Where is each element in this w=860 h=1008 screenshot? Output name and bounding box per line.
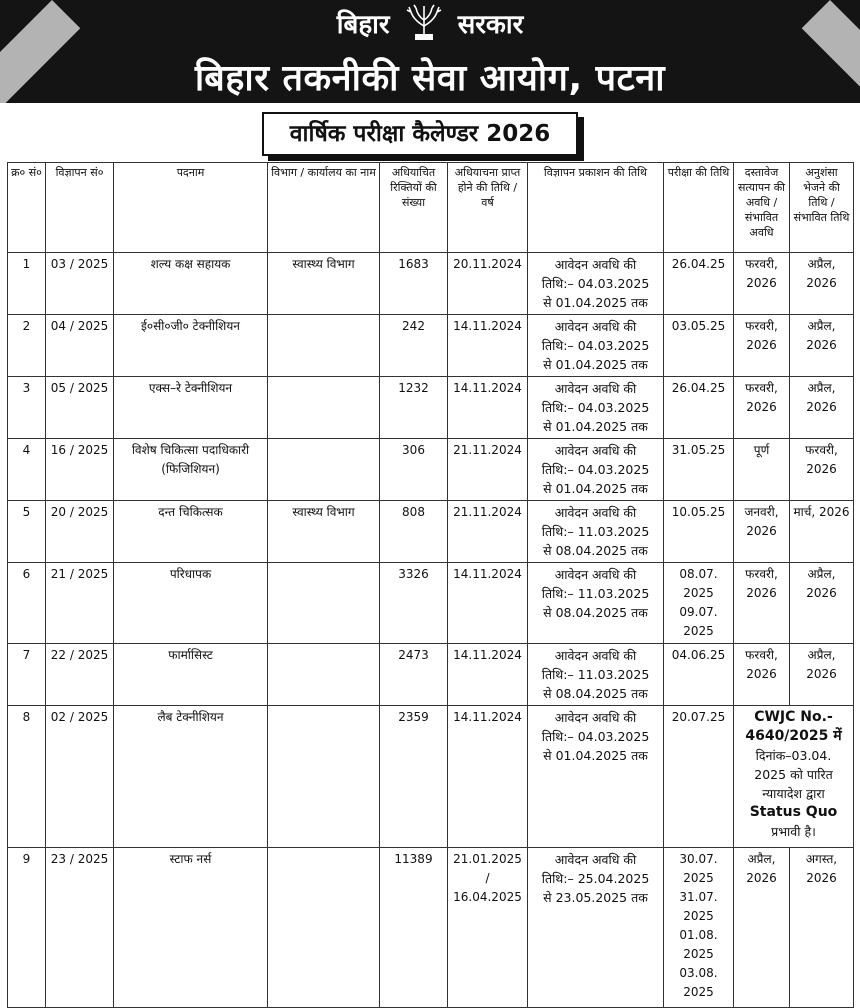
table-row	[8, 563, 854, 644]
serial-number: 6	[8, 563, 46, 644]
exam-date: 20.07.25	[664, 706, 734, 848]
bodhi-tree-emblem-icon	[403, 4, 445, 42]
vacancy-count: 1232	[380, 377, 448, 439]
serial-number: 2	[8, 315, 46, 377]
publication-date: आवेदन अवधि की तिथि:– 11.03.2025 से 08.04.2025 तक	[528, 563, 664, 644]
table-row	[8, 501, 854, 563]
header-banner	[0, 0, 860, 103]
publication-date: आवेदन अवधि की तिथि:– 04.03.2025 से 01.04.2025 तक	[528, 439, 664, 501]
serial-number: 9	[8, 848, 46, 1008]
post-name: लैब टेक्नीशियन	[114, 706, 268, 848]
publication-date: आवेदन अवधि की तिथि:– 11.03.2025 से 08.04.2025 तक	[528, 644, 664, 706]
post-name: विशेष चिकित्सा पदाधिकारी (फिजिशियन)	[114, 439, 268, 501]
requisition-date: 14.11.2024	[448, 644, 528, 706]
advertisement-number: 23 / 2025	[46, 848, 114, 1008]
calendar-title: वार्षिक परीक्षा कैलेण्डर 2026	[262, 112, 578, 156]
requisition-date: 21.11.2024	[448, 439, 528, 501]
requisition-date: 14.11.2024	[448, 563, 528, 644]
post-name: ई०सी०जी० टेक्नीशियन	[114, 315, 268, 377]
government-line	[0, 4, 860, 42]
serial-number: 5	[8, 501, 46, 563]
serial-number: 7	[8, 644, 46, 706]
serial-number: 4	[8, 439, 46, 501]
post-name: परिधापक	[114, 563, 268, 644]
table-row	[8, 644, 854, 706]
exam-date: 31.05.25	[664, 439, 734, 501]
vacancy-count: 3326	[380, 563, 448, 644]
recommendation-date: अप्रैल, 2026	[790, 377, 854, 439]
serial-number: 8	[8, 706, 46, 848]
department-name	[268, 377, 380, 439]
government-word: सरकार	[457, 10, 524, 40]
vacancy-count: 1683	[380, 253, 448, 315]
table-row	[8, 253, 854, 315]
column-header: अधियाचना प्राप्त होने की तिथि / वर्ष	[448, 163, 528, 253]
document-verification-period: फरवरी, 2026	[734, 315, 790, 377]
column-header: विज्ञापन प्रकाशन की तिथि	[528, 163, 664, 253]
recommendation-date: फरवरी, 2026	[790, 439, 854, 501]
requisition-date: 14.11.2024	[448, 706, 528, 848]
advertisement-number: 05 / 2025	[46, 377, 114, 439]
department-name	[268, 315, 380, 377]
court-status-note: CWJC No.- 4640/2025 में दिनांक–03.04. 2025 को पारित न्यायादेश द्वारा Status Quo प्रभावी है।	[734, 706, 854, 848]
table-row	[8, 377, 854, 439]
department-name	[268, 563, 380, 644]
publication-date: आवेदन अवधि की तिथि:– 04.03.2025 से 01.04.2025 तक	[528, 253, 664, 315]
requisition-date: 14.11.2024	[448, 377, 528, 439]
publication-date: आवेदन अवधि की तिथि:– 04.03.2025 से 01.04.2025 तक	[528, 315, 664, 377]
vacancy-count: 242	[380, 315, 448, 377]
advertisement-number: 16 / 2025	[46, 439, 114, 501]
column-header: पदनाम	[114, 163, 268, 253]
column-header: विभाग / कार्यालय का नाम	[268, 163, 380, 253]
post-name: एक्स–रे टेक्नीशियन	[114, 377, 268, 439]
column-header: परीक्षा की तिथि	[664, 163, 734, 253]
vacancy-count: 11389	[380, 848, 448, 1008]
column-header: अधियाचित रिक्तियों की संख्या	[380, 163, 448, 253]
department-name	[268, 644, 380, 706]
advertisement-number: 22 / 2025	[46, 644, 114, 706]
table-header-row	[8, 163, 854, 253]
document-verification-period: अप्रैल, 2026	[734, 848, 790, 1008]
document-verification-period: फरवरी, 2026	[734, 644, 790, 706]
exam-date: 26.04.25	[664, 377, 734, 439]
column-header: दस्तावेज सत्यापन की अवधि / संभावित अवधि	[734, 163, 790, 253]
requisition-date: 21.01.2025 / 16.04.2025	[448, 848, 528, 1008]
document-verification-period: पूर्ण	[734, 439, 790, 501]
exam-date: 03.05.25	[664, 315, 734, 377]
vacancy-count: 2359	[380, 706, 448, 848]
recommendation-date: अप्रैल, 2026	[790, 563, 854, 644]
advertisement-number: 21 / 2025	[46, 563, 114, 644]
table-row	[8, 848, 854, 1008]
post-name: स्टाफ नर्स	[114, 848, 268, 1008]
department-name: स्वास्थ्य विभाग	[268, 253, 380, 315]
exam-date: 26.04.25	[664, 253, 734, 315]
advertisement-number: 03 / 2025	[46, 253, 114, 315]
advertisement-number: 20 / 2025	[46, 501, 114, 563]
serial-number: 1	[8, 253, 46, 315]
document-verification-period: फरवरी, 2026	[734, 563, 790, 644]
requisition-date: 14.11.2024	[448, 315, 528, 377]
advertisement-number: 04 / 2025	[46, 315, 114, 377]
publication-date: आवेदन अवधि की तिथि:– 04.03.2025 से 01.04.2025 तक	[528, 706, 664, 848]
publication-date: आवेदन अवधि की तिथि:– 04.03.2025 से 01.04.2025 तक	[528, 377, 664, 439]
column-header: अनुशंसा भेजने की तिथि / संभावित तिथि	[790, 163, 854, 253]
state-name: बिहार	[336, 10, 390, 40]
advertisement-number: 02 / 2025	[46, 706, 114, 848]
document-verification-period: जनवरी, 2026	[734, 501, 790, 563]
requisition-date: 21.11.2024	[448, 501, 528, 563]
post-name: दन्त चिकित्सक	[114, 501, 268, 563]
document-verification-period: फरवरी, 2026	[734, 253, 790, 315]
recommendation-date: अप्रैल, 2026	[790, 315, 854, 377]
post-name: फार्मासिस्ट	[114, 644, 268, 706]
table-row	[8, 315, 854, 377]
requisition-date: 20.11.2024	[448, 253, 528, 315]
recommendation-date: मार्च, 2026	[790, 501, 854, 563]
serial-number: 3	[8, 377, 46, 439]
vacancy-count: 2473	[380, 644, 448, 706]
document-verification-period: फरवरी, 2026	[734, 377, 790, 439]
exam-calendar-table	[7, 162, 854, 1008]
vacancy-count: 808	[380, 501, 448, 563]
publication-date: आवेदन अवधि की तिथि:– 11.03.2025 से 08.04.2025 तक	[528, 501, 664, 563]
exam-date: 10.05.25	[664, 501, 734, 563]
column-header: विज्ञापन सं०	[46, 163, 114, 253]
department-name	[268, 706, 380, 848]
exam-date: 04.06.25	[664, 644, 734, 706]
department-name: स्वास्थ्य विभाग	[268, 501, 380, 563]
department-name	[268, 439, 380, 501]
publication-date: आवेदन अवधि की तिथि:– 25.04.2025 से 23.05.2025 तक	[528, 848, 664, 1008]
table-row	[8, 439, 854, 501]
post-name: शल्य कक्ष सहायक	[114, 253, 268, 315]
table-row	[8, 706, 854, 848]
recommendation-date: अप्रैल, 2026	[790, 253, 854, 315]
recommendation-date: अप्रैल, 2026	[790, 644, 854, 706]
department-name	[268, 848, 380, 1008]
recommendation-date: अगस्त, 2026	[790, 848, 854, 1008]
exam-date: 30.07. 2025 31.07. 2025 01.08. 2025 03.08. 2025	[664, 848, 734, 1008]
exam-date: 08.07. 2025 09.07. 2025	[664, 563, 734, 644]
organization-title: बिहार तकनीकी सेवा आयोग, पटना	[194, 58, 666, 99]
vacancy-count: 306	[380, 439, 448, 501]
column-header: क्र० सं०	[8, 163, 46, 253]
